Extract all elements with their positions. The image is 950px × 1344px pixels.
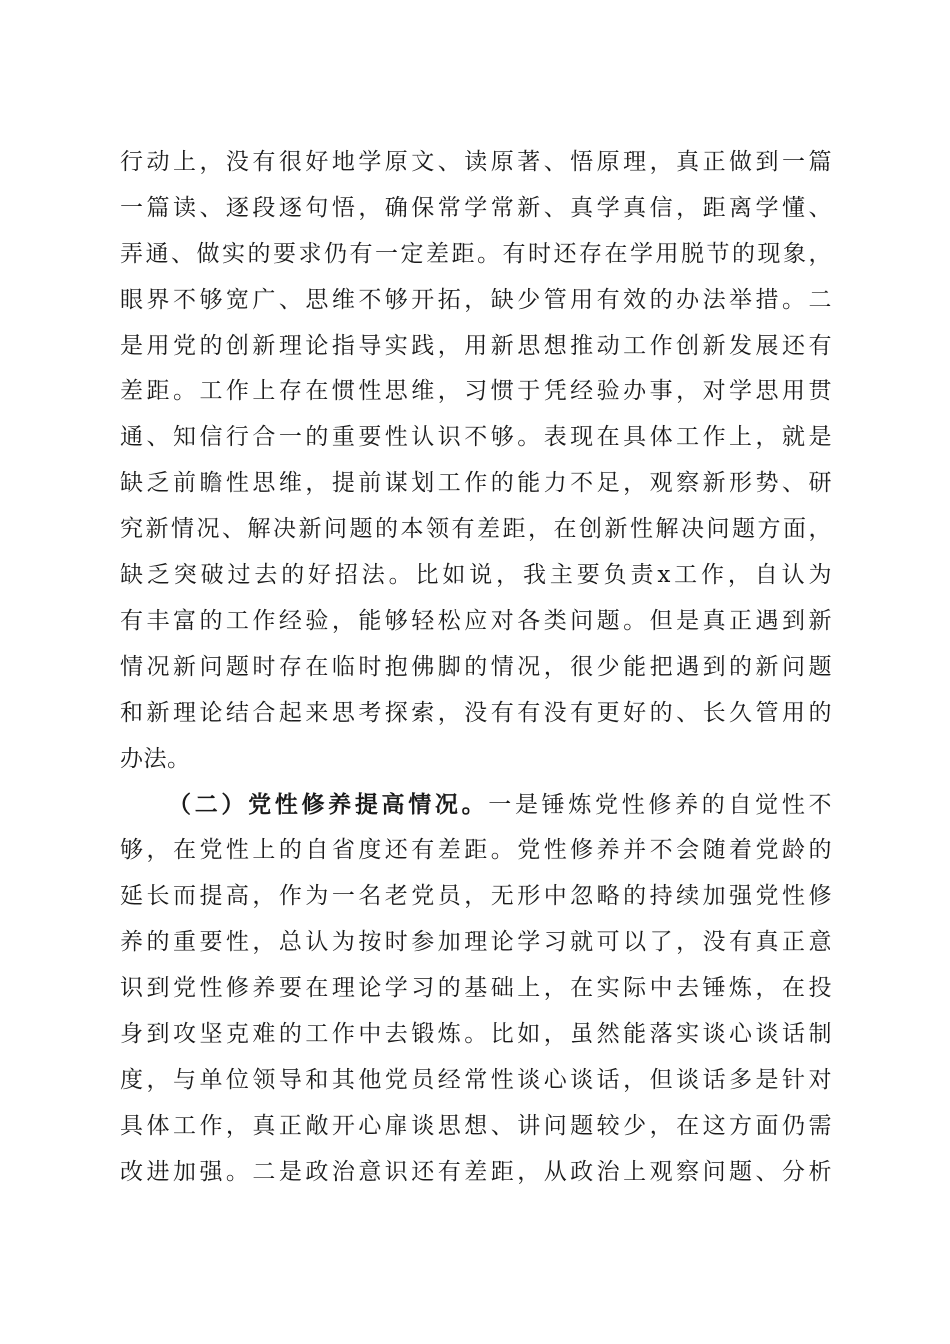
text-line-2: 一篇读、逐段逐句悟，确保常学常新、真学真信，距离学懂、 bbox=[120, 194, 832, 221]
text-line-6: 差距。工作上存在惯性思维，习惯于凭经验办事，对学思用贯 bbox=[120, 378, 832, 405]
section-2-line-5: 识到党性修养要在理论学习的基础上，在实际中去锤炼，在投 bbox=[120, 975, 832, 1002]
section-2-first-line-text: 一是锤炼党性修养的自觉性不 bbox=[488, 792, 832, 819]
text-line-7: 通、知信行合一的重要性认识不够。表现在具体工作上，就是 bbox=[120, 424, 832, 451]
section-2-line-6: 身到攻坚克难的工作中去锻炼。比如，虽然能落实谈心谈话制 bbox=[120, 1020, 832, 1047]
document-body bbox=[120, 140, 832, 1195]
text-line-11: 有丰富的工作经验，能够轻松应对各类问题。但是真正遇到新 bbox=[120, 607, 832, 634]
text-line-3: 弄通、做实的要求仍有一定差距。有时还存在学用脱节的现象， bbox=[120, 240, 832, 267]
section-2-line-8: 具体工作，真正敞开心扉谈思想、讲问题较少，在这方面仍需 bbox=[120, 1112, 832, 1139]
text-line-9: 究新情况、解决新问题的本领有差距，在创新性解决问题方面， bbox=[120, 516, 832, 543]
text-line-14: 办法。 bbox=[120, 745, 191, 772]
text-line-5: 是用党的创新理论指导实践，用新思想推动工作创新发展还有 bbox=[120, 332, 832, 359]
section-2-line-7: 度，与单位领导和其他党员经常性谈心谈话，但谈话多是针对 bbox=[120, 1066, 832, 1093]
text-line-1: 行动上，没有很好地学原文、读原著、悟原理，真正做到一篇 bbox=[120, 149, 832, 175]
text-line-8: 缺乏前瞻性思维，提前谋划工作的能力不足，观察新形势、研 bbox=[120, 470, 832, 497]
section-2-line-4: 养的重要性，总认为按时参加理论学习就可以了，没有真正意 bbox=[120, 929, 832, 956]
section-2-heading: （二）党性修养提高情况。 bbox=[168, 791, 489, 819]
text-line-10: 缺乏突破过去的好招法。比如说，我主要负责x工作，自认为 bbox=[120, 562, 832, 589]
section-2-line-2: 够，在党性上的自省度还有差距。党性修养并不会随着党龄的 bbox=[120, 837, 832, 864]
text-line-13: 和新理论结合起来思考探索，没有有没有更好的、长久管用的 bbox=[120, 699, 832, 726]
text-line-12: 情况新问题时存在临时抱佛脚的情况，很少能把遇到的新问题 bbox=[120, 653, 832, 680]
text-line-4: 眼界不够宽广、思维不够开拓，缺少管用有效的办法举措。二 bbox=[120, 286, 832, 313]
section-2-line-9: 改进加强。二是政治意识还有差距，从政治上观察问题、分析 bbox=[120, 1158, 832, 1185]
section-2-first-line bbox=[120, 782, 832, 828]
section-2-line-3: 延长而提高，作为一名老党员，无形中忽略的持续加强党性修 bbox=[120, 883, 832, 910]
